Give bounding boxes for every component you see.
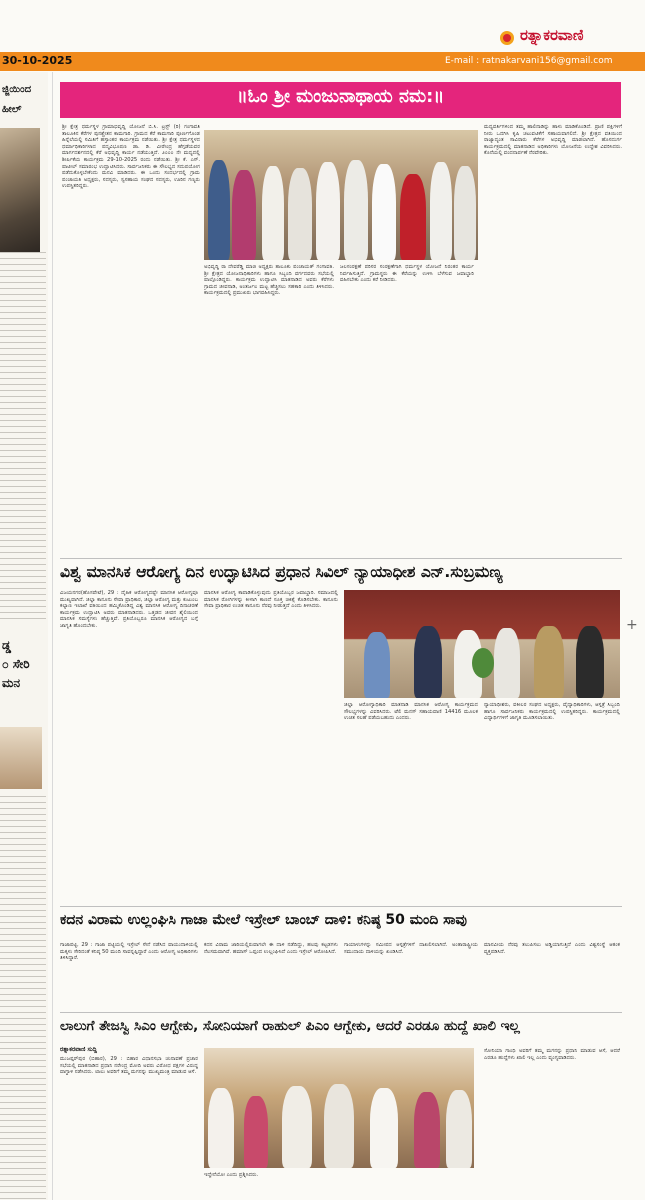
- column-divider: [52, 72, 53, 1200]
- left-text-lines-2: [0, 796, 46, 1200]
- rule-2: [60, 906, 622, 907]
- story3-col3: ಗಾಯಾಳುಗಳನ್ನು ಸಮೀಪದ ಆಸ್ಪತ್ರೆಗಳಿಗೆ ದಾಖಲಿಸಲಾಗಿದೆ. ಅಂತಾರಾಷ್ಟ್ರೀಯ ಸಮುದಾಯ ದಾಳಿಯನ್ನು ಖಂಡಿಸಿದೆ.: [344, 942, 478, 955]
- left-snippet-1: ಜ್ಜಿಯಿಂದ: [2, 84, 32, 95]
- plus-icon: +: [626, 617, 638, 633]
- story2-photo: [344, 590, 620, 698]
- story4-col2: ಸೋನಿಯಾ ಗಾಂಧಿ ಅವರಿಗೆ ತಮ್ಮ ಮಗನನ್ನು ಪ್ರಧಾನಿ ಮಾಡುವ ಆಸೆ, ಆದರೆ ಎರಡೂ ಹುದ್ದೆಗಳು ಖಾಲಿ ಇಲ್ಲ ಎಂದು ವ್ಯಂಗ್ಯವಾಡಿದರು.: [484, 1048, 620, 1061]
- story3-col2: ಕದನ ವಿರಾಮ ಜಾರಿಯಲ್ಲಿರುವಾಗಲೇ ಈ ದಾಳಿ ನಡೆದಿದ್ದು, ಹಲವು ಕಟ್ಟಡಗಳು ನೆಲಸಮವಾಗಿವೆ. ಹಮಾಸ್ ಒಪ್ಪಂದ ಉಲ್ಲಂಘಿಸಿದೆ ಎಂದು ಇಸ್ರೇಲ್ ಆರೋಪಿಸಿದೆ.: [204, 942, 338, 955]
- story3-headline: ಕದನ ವಿರಾಮ ಉಲ್ಲಂಘಿಸಿ ಗಾಜಾ ಮೇಲೆ ಇಸ್ರೇಲ್ ಬಾಂಬ್ ದಾಳಿ: ಕನಿಷ್ಠ 50 ಮಂದಿ ಸಾವು: [60, 912, 467, 928]
- story1-col2: ಅಭಿವೃದ್ಧಿ ರಾ ದೇವರೆಡ್ಡಿ ಮಾಜಿ ಅಧ್ಯಕ್ಷರು ತಾಲೂಕು ಪಂಚಾಯತ್ ಗಂಗಾವತಿ. ಶ್ರೀ ಕ್ಷೇತ್ರದ ಯೋಜನಾಧಿಕಾರಿಗಳು ಹಾಗೂ ಸಿಬ್ಬಂದಿ ವರ್ಗದವರು ಸಭೆಯಲ್ಲಿ ಪಾಲ್ಗೊಂಡಿದ್ದರು. ಕಾರ್ಯಕ್ರಮ ಉದ್ಘಾಟಿಸಿ ಮಾತನಾಡಿದ ಅವರು ಕೆರೆಗಳು ಗ್ರಾಮದ ಜೀವನಾಡಿ, ಅಂತರ್ಜಲ ಮಟ್ಟ ಹೆಚ್ಚಿಸಲು ಸಹಕಾರಿ ಎಂದು ತಿಳಿಸಿದರು. ಕಾರ್ಯಕ್ರಮದಲ್ಲಿ ಪ್ರಮುಖರು ಭಾಗವಹಿಸಿದ್ದರು.: [204, 264, 334, 297]
- rule-3: [60, 1012, 622, 1013]
- story2-col3: ಜಿಲ್ಲಾ ಆರೋಗ್ಯಾಧಿಕಾರಿ ಮಾತನಾಡಿ ಮಾನಸಿಕ ಆರೋಗ್ಯ ಕಾರ್ಯಕ್ರಮದ ಸೌಲಭ್ಯಗಳನ್ನು ವಿವರಿಸಿದರು. ಟೆಲಿ ಮನಸ್ ಸಹಾಯವಾಣಿ 14416 ಮೂಲಕ ಉಚಿತ ಸಲಹೆ ಪಡೆಯಬಹುದು ಎಂದರು.: [344, 702, 478, 722]
- story3-col1: ಗಾಜಾಪಟ್ಟಿ, 29 : ಗಾಜಾ ಪಟ್ಟಿಯಲ್ಲಿ ಇಸ್ರೇಲ್ ಸೇನೆ ನಡೆಸಿದ ವಾಯುದಾಳಿಯಲ್ಲಿ ಮಕ್ಕಳು ಸೇರಿದಂತೆ ಕನಿಷ್ಠ 50 ಮಂದಿ ಸಾವನ್ನಪ್ಪಿದ್ದಾರೆ ಎಂದು ಆರೋಗ್ಯ ಅಧಿಕಾರಿಗಳು ತಿಳಿಸಿದ್ದಾರೆ.: [60, 942, 198, 962]
- story3-col4: ಮಾನವೀಯ ನೆರವು ತಲುಪಿಸಲು ಅಡ್ಡಿಯಾಗುತ್ತಿದೆ ಎಂದು ವಿಶ್ವಸಂಸ್ಥೆ ಆತಂಕ ವ್ಯಕ್ತಪಡಿಸಿದೆ.: [484, 942, 620, 955]
- publication-name: ರತ್ನಾಕರವಾಣಿ: [520, 26, 584, 44]
- story1-col3: ಜಲಸಂರಕ್ಷಣೆ ಪರಿಸರ ಸಂರಕ್ಷಣೆಗಾಗಿ ಧರ್ಮಸ್ಥಳ ಯೋಜನೆ ನಿರಂತರ ಕಾರ್ಯ ನಿರ್ವಹಿಸುತ್ತಿದೆ. ಗ್ರಾಮಸ್ಥರು ಈ ಕೆರೆಯನ್ನು ಉಳಿಸಿ ಬೆಳೆಸುವ ಜವಾಬ್ದಾರಿ ವಹಿಸಬೇಕು ಎಂದು ಕರೆ ನೀಡಿದರು.: [340, 264, 474, 284]
- story2-headline: ವಿಶ್ವ ಮಾನಸಿಕ ಆರೋಗ್ಯ ದಿನ ಉದ್ಘಾಟಿಸಿದ ಪ್ರಧಾನ ಸಿವಿಲ್ ನ್ಯಾಯಾಧೀಶ ಎನ್.ಸುಬ್ರಮಣ್ಯ: [60, 563, 503, 581]
- left-photo: [0, 128, 40, 253]
- left-snippet-5: ಮನ: [2, 676, 21, 690]
- issue-date: 30-10-2025: [2, 54, 73, 67]
- left-page-strip: [0, 72, 48, 1200]
- banner-title: ॥ಓಂ ಶ್ರೀ ಮಂಜುನಾಥಾಯ ನಮ:॥: [236, 86, 445, 107]
- story4-byline: ರತ್ನಾಕರವಾಣಿ ಸುದ್ದಿ: [60, 1046, 97, 1053]
- left-snippet-4: ೦ ಸೇರಿ: [2, 657, 30, 671]
- contact-email[interactable]: E-mail : ratnakarvani156@gmail.com: [445, 56, 613, 66]
- story4-caption: ಇದ್ದೇನೆಯೋ ಎಂದು ಪ್ರಶ್ನಿಸಿದರು.: [204, 1172, 259, 1178]
- sun-logo-icon: [496, 27, 518, 49]
- rule-1: [60, 558, 622, 559]
- story4-photo: [204, 1048, 474, 1168]
- story4-col1: ಮುಜಫ್ಫರ್‌ಪುರ (ಬಿಹಾರ), 29 : ಬಿಹಾರ ವಿಧಾನಸಭಾ ಚುನಾವಣೆ ಪ್ರಚಾರ ಸಭೆಯಲ್ಲಿ ಮಾತನಾಡಿದ ಪ್ರಧಾನಿ ನರೇಂದ್ರ ಮೋದಿ ಅವರು ವಿರೋಧ ಪಕ್ಷಗಳ ವಿರುದ್ಧ ವಾಗ್ದಾಳಿ ನಡೆಸಿದರು. ಲಾಲು ಅವರಿಗೆ ತಮ್ಮ ಮಗನನ್ನು ಮುಖ್ಯಮಂತ್ರಿ ಮಾಡುವ ಆಸೆ.: [60, 1056, 198, 1076]
- story4-headline: ಲಾಲುಗೆ ತೇಜಸ್ವಿ ಸಿಎಂ ಆಗ್ಬೇಕು, ಸೋನಿಯಾಗೆ ರಾಹುಲ್ ಪಿಎಂ ಆಗ್ಬೇಕು, ಆದರೆ ಎರಡೂ ಹುದ್ದೆ ಖಾಲಿ ಇಲ್ಲ: [60, 1018, 520, 1034]
- story2-col1: ವಿಜಯನಗರ(ಹೊಸಪೇಟೆ), 29 : ದೈಹಿಕ ಆರೋಗ್ಯದಷ್ಟೇ ಮಾನಸಿಕ ಆರೋಗ್ಯವೂ ಮುಖ್ಯವಾಗಿದೆ. ಜಿಲ್ಲಾ ಕಾನೂನು ಸೇವಾ ಪ್ರಾಧಿಕಾರ, ಜಿಲ್ಲಾ ಆರೋಗ್ಯ ಮತ್ತು ಕುಟುಂಬ ಕಲ್ಯಾಣ ಇಲಾಖೆ ವತಿಯಿಂದ ಹಮ್ಮಿಕೊಂಡಿದ್ದ ವಿಶ್ವ ಮಾನಸಿಕ ಆರೋಗ್ಯ ದಿನಾಚರಣೆ ಕಾರ್ಯಕ್ರಮ ಉದ್ಘಾಟಿಸಿ ಅವರು ಮಾತನಾಡಿದರು. ಒತ್ತಡದ ಜೀವನ ಶೈಲಿಯಿಂದ ಮಾನಸಿಕ ಸಮಸ್ಯೆಗಳು ಹೆಚ್ಚುತ್ತಿವೆ. ಪ್ರತಿಯೊಬ್ಬರೂ ಮಾನಸಿಕ ಆರೋಗ್ಯದ ಬಗ್ಗೆ ಜಾಗೃತಿ ಹೊಂದಬೇಕು.: [60, 590, 198, 629]
- left-snippet-2: ಹೀಲ್: [2, 104, 22, 115]
- story2-col4: ನ್ಯಾಯಾಧೀಶರು, ವಕೀಲರ ಸಂಘದ ಅಧ್ಯಕ್ಷರು, ವೈದ್ಯಾಧಿಕಾರಿಗಳು, ಆಸ್ಪತ್ರೆ ಸಿಬ್ಬಂದಿ ಹಾಗೂ ಸಾರ್ವಜನಿಕರು ಕಾರ್ಯಕ್ರಮದಲ್ಲಿ ಉಪಸ್ಥಿತರಿದ್ದರು. ಕಾರ್ಯಕ್ರಮದಲ್ಲಿ ವಿದ್ಯಾರ್ಥಿಗಳಿಗೆ ಜಾಗೃತಿ ಮೂಡಿಸಲಾಯಿತು.: [484, 702, 620, 722]
- left-text-lines: [0, 252, 46, 622]
- left-snippet-3: ಡ್ಡ: [2, 638, 12, 652]
- story2-col2: ಮಾನಸಿಕ ಆರೋಗ್ಯ ಕಾಪಾಡಿಕೊಳ್ಳುವುದು ಪ್ರತಿಯೊಬ್ಬರ ಜವಾಬ್ದಾರಿ. ಸಮಾಜದಲ್ಲಿ ಮಾನಸಿಕ ರೋಗಿಗಳನ್ನು ಕೀಳಾಗಿ ಕಾಣದೆ ಸೂಕ್ತ ಚಿಕಿತ್ಸೆ ಕೊಡಿಸಬೇಕು. ಕಾನೂನು ಸೇವಾ ಪ್ರಾಧಿಕಾರ ಉಚಿತ ಕಾನೂನು ನೆರವು ನೀಡುತ್ತದೆ ಎಂದು ತಿಳಿಸಿದರು.: [204, 590, 338, 610]
- story1-col4: ಮಧ್ಯವರ್ತಿಗಳಿಂದ ತಮ್ಮ ಹಾಲಿನಾಡಿನ್ನು ಹಾಳು ಮಾಡಿಕೊಂಡಿದೆ. ಪ್ರಾಣಿ ಪಕ್ಷಿಗಳಿಗೆ ನೀರು ಒದಗಿಸಿ ಕೃಷಿ ಚಟುವಟಿಕೆಗೆ ಸಹಾಯವಾಗಲಿದೆ. ಶ್ರೀ ಕ್ಷೇತ್ರದ ವತಿಯಿಂದ ರಾಜ್ಯಾದ್ಯಂತ ಸಾವಿರಾರು ಕೆರೆಗಳ ಅಭಿವೃದ್ಧಿ ಮಾಡಲಾಗಿದೆ. ಹೊಸದುರ್ಗ ಕಾರ್ಯಕ್ರಮದಲ್ಲಿ ಮಾತನಾಡಿದ ಅಧಿಕಾರಿಗಳು ಯೋಜನೆಯ ಉದ್ದೇಶ ವಿವರಿಸಿದರು. ಕೊನೆಯಲ್ಲಿ ವಂದನಾರ್ಪಣೆ ನೆರವೇರಿತು.: [484, 124, 622, 157]
- story1-col1: ಶ್ರೀ ಕ್ಷೇತ್ರ ಧರ್ಮಸ್ಥಳ ಗ್ರಾಮಾಭಿವೃದ್ಧಿ ಯೋಜನೆ ಬಿ.ಸಿ. ಟ್ರಸ್ಟ್ (ರಿ) ಗಂಗಾವತಿ ತಾಲೂಕಿನ ಕೆರೆಗಳ ಪುನಶ್ಚೇತನ ಕಾಮಗಾರಿ. ಗ್ರಾಮದ ಕೆರೆ ಕಾಮಗಾರಿ ಪೂರ್ಣಗೊಂಡ ಹಿನ್ನೆಲೆಯಲ್ಲಿ ಸಮಿತಿಗೆ ಹಸ್ತಾಂತರ ಕಾರ್ಯಕ್ರಮ ನಡೆಯಿತು. ಶ್ರೀ ಕ್ಷೇತ್ರ ಧರ್ಮಸ್ಥಳದ ಧರ್ಮಾಧಿಕಾರಿಗಳಾದ ಪದ್ಮವಿಭೂಷಣ ಡಾ. ಡಿ. ವೀರೇಂದ್ರ ಹೆಗ್ಗಡೆಯವರ ಮಾರ್ಗದರ್ಶನದಲ್ಲಿ ಕೆರೆ ಅಭಿವೃದ್ಧಿ ಕಾರ್ಯ ನಡೆಯುತ್ತಿದೆ. ೨೦೦೦ ನೇ ಮಧ್ಯದಲ್ಲಿ ಶೀರ್ಷಿಕೆಯ ಕಾರ್ಯಕ್ರಮ 29-10-2025 ರಂದು ನಡೆಯಿತು. ಶ್ರೀ ಕೆ. ಎಸ್. ಪಾಟೀಲ್ ಸಮಾರಂಭ ಉದ್ಘಾಟಿಸಿದರು. ಸಾರ್ವಜನಿಕರು ಈ ಸೌಲಭ್ಯದ ಸದುಪಯೋಗ ಪಡೆದುಕೊಳ್ಳಬೇಕೆಂದು ಮನವಿ ಮಾಡಿದರು. ಈ ಒಂದು ಸಂದರ್ಭದಲ್ಲಿ ಗ್ರಾಮ ಪಂಚಾಯತಿ ಅಧ್ಯಕ್ಷರು, ಸದಸ್ಯರು, ಸ್ವಸಹಾಯ ಸಂಘದ ಸದಸ್ಯರು, ಊರಿನ ಗಣ್ಯರು ಉಪಸ್ಥಿತರಿದ್ದರು.: [62, 124, 200, 190]
- story1-photo: [204, 130, 478, 260]
- left-portrait: [0, 727, 42, 789]
